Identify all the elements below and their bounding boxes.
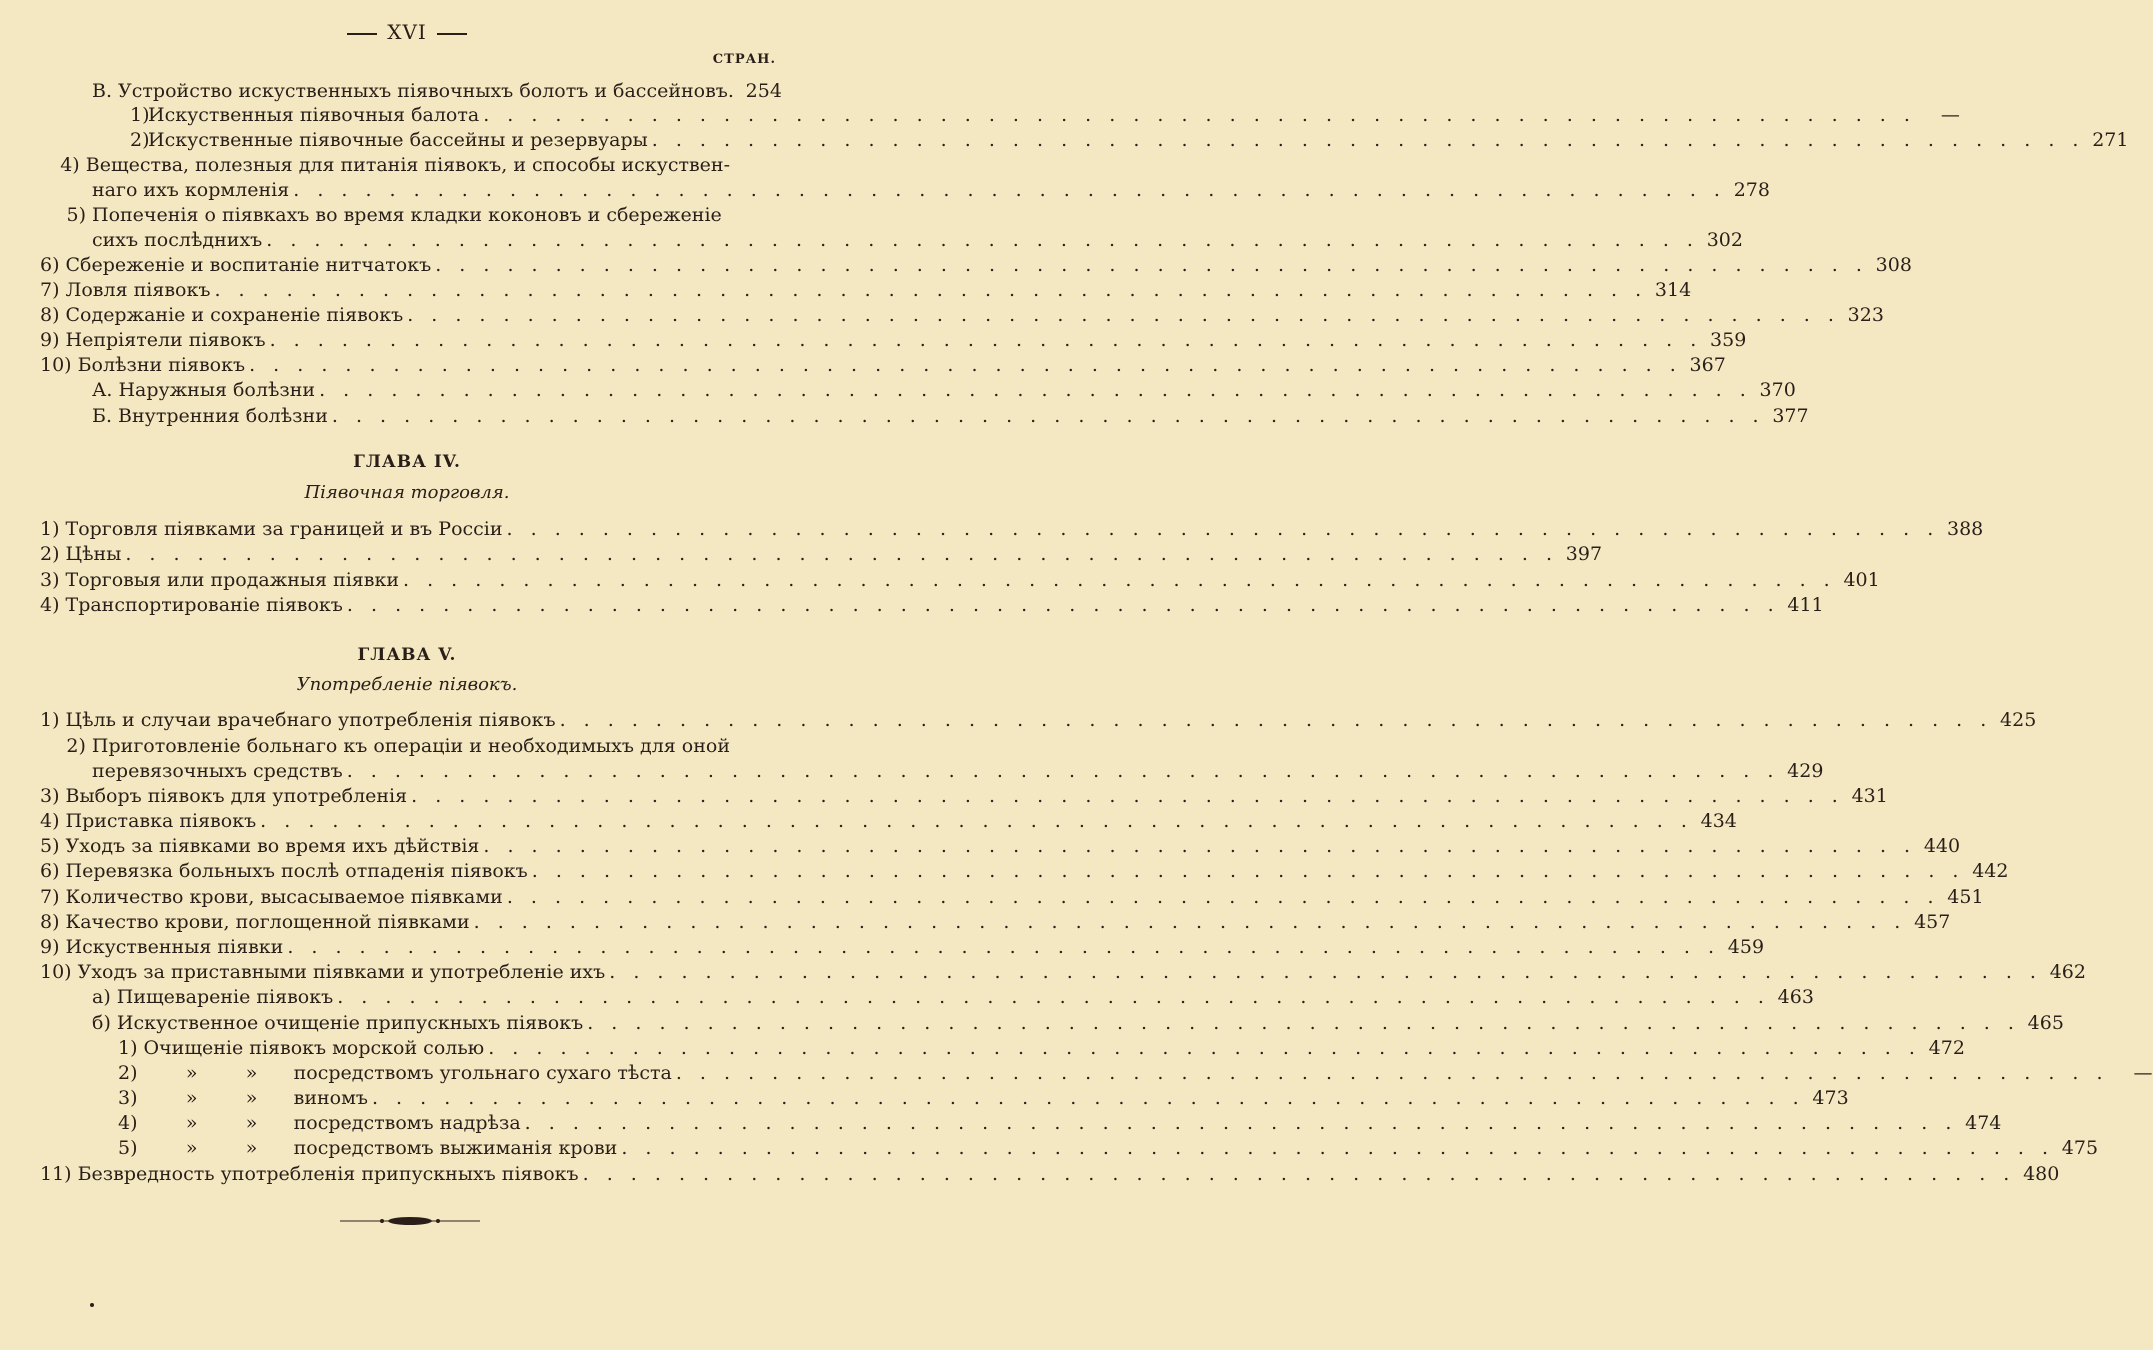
toc-entry-title: б) Искуственное очищеніе припускныхъ піявокъ — [92, 1012, 584, 1034]
toc-entry — [40, 516, 1984, 542]
toc-entry-page: 302 — [1706, 229, 1743, 251]
toc-entry-title: Ловля піявокъ — [65, 279, 211, 301]
toc-entry-title: Торговыя или продажныя піявки — [65, 569, 400, 591]
toc-entry-page: — — [1940, 104, 1960, 126]
toc-entry-title: перевязочныхъ средствъ — [92, 760, 343, 782]
toc-entry-title: Искуственныя піявки — [65, 936, 284, 958]
toc-entry-number: 6) — [40, 254, 60, 276]
toc-entry-page: 451 — [1947, 886, 1984, 908]
toc-entry — [118, 1085, 1849, 1111]
dot-leader: . . . . . . . . . . . . . . . . . . . . . . . . . . . . . . . . . . . . . . . . . . . . . . . . . . . . . . . . . . . . — [483, 104, 1916, 126]
toc-entry-title: Искуственные піявочные бассейны и резервуары — [148, 129, 648, 151]
toc-entry-title: А. Наружныя болѣзни — [92, 379, 316, 401]
toc-entry-number: 7) — [40, 886, 60, 908]
toc-entry-page: 474 — [1965, 1112, 2002, 1134]
toc-entry-page: 425 — [2000, 709, 2037, 731]
paper-speck — [90, 1303, 94, 1307]
toc-entry-title: наго ихъ кормленія — [92, 179, 290, 201]
toc-entry-title: Торговля піявками за границей и въ Россіи — [65, 518, 503, 540]
dot-leader: . . . . . . . . . . . . . . . . . . . . . . . . . . . . . . . . . . . . . . . . . . . . . . . . . . . . . . . . . . . . — [293, 179, 1726, 201]
dot-leader: . . . . . . . . . . . . . . . . . . . . . . . . . . . . . . . . . . . . . . . . . . . . . . . . . . . . . . . . . . . . — [559, 709, 1993, 731]
toc-entry — [40, 733, 778, 759]
toc-entry-title: Количество крови, высасываемое піявками — [65, 886, 503, 908]
toc-entry-title: Выборъ піявокъ для употребленія — [65, 785, 408, 807]
toc-entry-number: 8) — [40, 304, 60, 326]
toc-entry-number: 2) — [40, 543, 60, 565]
toc-entry-number: 2) — [130, 129, 150, 151]
toc-entry-title: Цѣль и случаи врачебнаго употребленія піявокъ — [65, 709, 556, 731]
toc-entry-number: 10) — [40, 961, 72, 983]
dot-leader: . . . . . . . . . . . . . . . . . . . . . . . . . . . . . . . . . . . . . . . . . . . . . . . . . . . . . . . . . . . . — [483, 835, 1917, 857]
toc-entry-page: 429 — [1787, 760, 1824, 782]
dot-leader: . . . . . . . . . . . . . . . . . . . . . . . . . . . . . . . . . . . . . . . . . . . . . . . . . . . . . . . . . . . . — [346, 760, 1780, 782]
toc-entry-title: Уходъ за приставными піявками и употребленіе ихъ — [77, 961, 606, 983]
toc-entry-number: 1) — [40, 518, 60, 540]
dot-leader: . . . . . . . . . . . . . . . . . . . . . . . . . . . . . . . . . . . . . . . . . . . . . . . . . . . . . . . . . . . . — [407, 304, 1840, 326]
chapter-5-title: ГЛАВА V. — [357, 645, 457, 665]
toc-entry-page: 388 — [1946, 518, 1984, 540]
toc-entry-page: 472 — [1928, 1037, 1965, 1059]
dot-leader: . . . . . . . . . . . . . . . . . . . . . . . . . . . . . . . . . . . . . . . . . . . . . . . . . . . . . . . . . . . . — [337, 986, 1770, 1008]
dot-leader: . . . . . . . . . . . . . . . . . . . . . . . . . . . . . . . . . . . . . . . . . . . . . . . . . . . . . . . . . . . . — [214, 279, 1648, 301]
toc-entry — [130, 102, 1960, 128]
toc-entry-title: 3) » » виномъ — [118, 1087, 368, 1109]
toc-entry — [40, 934, 1765, 960]
toc-entry-title: Безвредность употребленія припускныхъ піявокъ — [77, 1163, 579, 1185]
toc-entry-title: 2) » » посредствомъ угольнаго сухаго тѣста — [118, 1062, 672, 1084]
toc-entry-title: Цѣны — [65, 543, 122, 565]
toc-entry-number: 1) — [40, 709, 60, 731]
toc-entry-title: Искуственныя піявочныя балота — [148, 104, 480, 126]
dot-leader: . . . . . . . . . . . . . . . . . . . . . . . . . . . . . . . . . . . . . . . . . . . . . . . . . . . . . . . . . . . . — [260, 810, 1693, 832]
toc-entry — [40, 707, 2037, 733]
dot-leader: . . . . . . . . . . . . . . . . . . . . . . . . . . . . . . . . . . . . . . . . . . . . . . . . . . . . . . . . . . . . — [331, 405, 1765, 427]
toc-entry-title: Качество крови, поглощенной піявками — [65, 911, 470, 933]
dot-leader: . . . . . . . . . . . . . . . . . . . . . . . . . . . . . . . . . . . . . . . . . . . . . . . . . . . . . . . . . . . . — [675, 1062, 2109, 1084]
toc-entry-page: 411 — [1787, 594, 1824, 616]
toc-entry — [92, 984, 1814, 1010]
toc-entry-title: сихъ послѣднихъ — [92, 229, 263, 251]
toc-entry-title: Попеченія о піявкахъ во время кладки коконовъ и сбереженіе — [92, 204, 722, 226]
toc-entry-title: Перевязка больныхъ послѣ отпаденія піявокъ — [65, 860, 528, 882]
toc-entry-title: 4) » » посредствомъ надрѣза — [118, 1112, 521, 1134]
toc-entry-number: 5) — [40, 835, 60, 857]
page-number-roman: XVI — [387, 20, 427, 44]
toc-entry — [92, 1010, 2064, 1036]
toc-entry-page: 459 — [1727, 936, 1765, 958]
dot-leader: . . . . . . . . . . . . . . . . . . . . . . . . . . . . . . . . . . . . . . . . . . . . . . . . . . . . . . . . . . . . — [371, 1087, 1805, 1109]
toc-entry — [92, 403, 1809, 429]
toc-entry-number: 4) — [60, 154, 80, 176]
toc-entry-page: 431 — [1851, 785, 1888, 807]
page-column-header: СТРАН. — [712, 52, 776, 67]
toc-entry-page: 442 — [1972, 860, 2009, 882]
dot-leader: . . . . . . . . . . . . . . . . . . . . . . . . . . . . . . . . . . . . . . . . . . . . . . . . . . . . . . . . . . . . — [582, 1163, 2016, 1185]
toc-entry-number: 3) — [40, 785, 60, 807]
toc-entry — [40, 152, 778, 178]
toc-entry-title: Уходъ за піявками во время ихъ дѣйствія — [65, 835, 480, 857]
ornament-divider — [340, 1215, 480, 1227]
toc-entry — [118, 1135, 2099, 1161]
toc-entry — [118, 1060, 2153, 1086]
toc-entry-title: Транспортированіе піявокъ — [65, 594, 343, 616]
toc-entry-number: 9) — [40, 936, 60, 958]
toc-entry-title: В. Устройство искуственныхъ піявочныхъ болотъ и бассейновъ. — [92, 80, 734, 102]
dot-leader: . . . . . . . . . . . . . . . . . . . . . . . . . . . . . . . . . . . . . . . . . . . . . . . . . . . . . . . . . . . . — [269, 329, 1703, 351]
chapter-4-subtitle: Піявочная торговля. — [304, 482, 510, 503]
dot-leader: . . . . . . . . . . . . . . . . . . . . . . . . . . . . . . . . . . . . . . . . . . . . . . . . . . . . . . . . . . . . — [287, 936, 1721, 958]
dot-leader: . . . . . . . . . . . . . . . . . . . . . . . . . . . . . . . . . . . . . . . . . . . . . . . . . . . . . . . . . . . . — [506, 886, 1940, 908]
dot-leader: . . . . . . . . . . . . . . . . . . . . . . . . . . . . . . . . . . . . . . . . . . . . . . . . . . . . . . . . . . . . — [435, 254, 1868, 276]
toc-entry — [92, 78, 782, 104]
dot-leader: . . . . . . . . . . . . . . . . . . . . . . . . . . . . . . . . . . . . . . . . . . . . . . . . . . . . . . . . . . . . — [488, 1037, 1921, 1059]
toc-entry-page: 463 — [1777, 986, 1814, 1008]
toc-entry-page: 308 — [1875, 254, 1912, 276]
toc-entry-page: 377 — [1772, 405, 1809, 427]
toc-entry-page: — — [2133, 1062, 2153, 1084]
toc-entry-page: 401 — [1843, 569, 1880, 591]
toc-entry-page: 462 — [2049, 961, 2086, 983]
toc-entry-page: 323 — [1847, 304, 1884, 326]
toc-entry — [40, 808, 1737, 834]
toc-entry — [40, 1161, 2060, 1187]
toc-entry-page: 278 — [1733, 179, 1770, 201]
toc-entry-page: 475 — [2061, 1137, 2099, 1159]
toc-entry — [130, 127, 2129, 153]
dot-leader: . . . . . . . . . . . . . . . . . . . . . . . . . . . . . . . . . . . . . . . . . . . . . . . . . . . . . . . . . . . . — [403, 569, 1836, 591]
toc-entry — [40, 327, 1747, 353]
toc-entry — [92, 377, 1796, 403]
dot-leader: . . . . . . . . . . . . . . . . . . . . . . . . . . . . . . . . . . . . . . . . . . . . . . . . . . . . . . . . . . . . — [531, 860, 1965, 882]
toc-entry-page: 434 — [1700, 810, 1737, 832]
toc-entry-number: 4) — [40, 810, 60, 832]
toc-entry — [118, 1110, 2002, 1136]
toc-entry-title: Сбереженіе и воспитаніе нитчатокъ — [65, 254, 432, 276]
toc-entry — [40, 858, 2009, 884]
toc-entry-title: Приготовленіе больнаго къ операціи и необходимыхъ для оной — [91, 735, 730, 757]
chapter-4-title: ГЛАВА IV. — [353, 452, 461, 472]
dot-leader: . . . . . . . . . . . . . . . . . . . . . . . . . . . . . . . . . . . . . . . . . . . . . . . . . . . . . . . . . . . . — [621, 1137, 2055, 1159]
toc-entry — [40, 567, 1880, 593]
toc-entry-page: 367 — [1689, 354, 1726, 376]
toc-entry-page: 359 — [1710, 329, 1747, 351]
toc-entry — [92, 177, 1770, 203]
dot-leader: . . . . . . . . . . . . . . . . . . . . . . . . . . . . . . . . . . . . . . . . . . . . . . . . . . . . . . . . . . . . — [473, 911, 1907, 933]
toc-entry-page: 457 — [1914, 911, 1951, 933]
dot-leader: . . . . . . . . . . . . . . . . . . . . . . . . . . . . . . . . . . . . . . . . . . . . . . . . . . . . . . . . . . . . — [319, 379, 1752, 401]
toc-entry-title: Непріятели піявокъ — [65, 329, 266, 351]
toc-entry-number: 1) — [130, 104, 150, 126]
page-header — [0, 20, 814, 44]
dot-leader: . . . . . . . . . . . . . . . . . . . . . . . . . . . . . . . . . . . . . . . . . . . . . . . . . . . . . . . . . . . . — [125, 543, 1559, 565]
toc-entry-page: 314 — [1654, 279, 1692, 301]
dot-leader: . . . . . . . . . . . . . . . . . . . . . . . . . . . . . . . . . . . . . . . . . . . . . . . . . . . . . . . . . . . . — [587, 1012, 2020, 1034]
toc-entry — [92, 227, 1743, 253]
toc-entry-title: 1) Очищеніе піявокъ морской солью — [118, 1037, 485, 1059]
toc-entry-number: 11) — [40, 1163, 72, 1185]
toc-entry-title: 5) » » посредствомъ выжиманія крови — [118, 1137, 618, 1159]
toc-entry-page: 370 — [1759, 379, 1796, 401]
toc-entry — [40, 202, 778, 228]
toc-entry — [40, 783, 1888, 809]
toc-entry — [40, 352, 1726, 378]
toc-entry-page: 254 — [745, 80, 782, 102]
toc-entry-number: 3) — [40, 569, 60, 591]
toc-entry-number: 6) — [40, 860, 60, 882]
toc-entry — [40, 277, 1692, 303]
toc-entry — [40, 541, 1603, 567]
toc-entry-number: 8) — [40, 911, 60, 933]
toc-entry-number: 5) — [66, 204, 86, 226]
header-dash-left — [347, 33, 377, 35]
toc-entry-page: 397 — [1565, 543, 1603, 565]
toc-entry-page: 440 — [1923, 835, 1961, 857]
dot-leader: . . . . . . . . . . . . . . . . . . . . . . . . . . . . . . . . . . . . . . . . . . . . . . . . . . . . . . . . . . . . — [249, 354, 1682, 376]
toc-entry-number: 2) — [66, 735, 86, 757]
dot-leader: . . . . . . . . . . . . . . . . . . . . . . . . . . . . . . . . . . . . . . . . . . . . . . . . . . . . . . . . . . . . — [609, 961, 2042, 983]
toc-entry-number: 10) — [40, 354, 72, 376]
chapter-5-subtitle: Употребленіе піявокъ. — [296, 674, 518, 695]
toc-entry-page: 465 — [2027, 1012, 2064, 1034]
toc-entry-number: 4) — [40, 594, 60, 616]
toc-entry — [118, 1035, 1965, 1061]
toc-entry — [40, 592, 1824, 618]
toc-entry-page: 480 — [2023, 1163, 2060, 1185]
toc-entry-page: 473 — [1812, 1087, 1849, 1109]
toc-entry — [40, 909, 1951, 935]
toc-entry-number: 9) — [40, 329, 60, 351]
toc-entry-title: Содержаніе и сохраненіе піявокъ — [65, 304, 404, 326]
toc-entry — [40, 884, 1984, 910]
dot-leader: . . . . . . . . . . . . . . . . . . . . . . . . . . . . . . . . . . . . . . . . . . . . . . . . . . . . . . . . . . . . — [266, 229, 1699, 251]
toc-entry-page: 271 — [2092, 129, 2129, 151]
toc-entry — [40, 959, 2086, 985]
dot-leader: . . . . . . . . . . . . . . . . . . . . . . . . . . . . . . . . . . . . . . . . . . . . . . . . . . . . . . . . . . . . — [346, 594, 1780, 616]
toc-entry — [40, 302, 1884, 328]
toc-entry-title: а) Пищевареніе піявокъ — [92, 986, 334, 1008]
header-dash-right — [437, 33, 467, 35]
toc-entry — [92, 758, 1824, 784]
toc-entry-title: Болѣзни піявокъ — [77, 354, 246, 376]
toc-entry — [40, 252, 1912, 278]
dot-leader: . . . . . . . . . . . . . . . . . . . . . . . . . . . . . . . . . . . . . . . . . . . . . . . . . . . . . . . . . . . . — [411, 785, 1844, 807]
dot-leader: . . . . . . . . . . . . . . . . . . . . . . . . . . . . . . . . . . . . . . . . . . . . . . . . . . . . . . . . . . . . — [506, 518, 1940, 540]
toc-entry — [40, 833, 1961, 859]
toc-entry-number: 7) — [40, 279, 60, 301]
toc-entry-title: Б. Внутренния болѣзни — [92, 405, 328, 427]
toc-entry-title: Приставка піявокъ — [65, 810, 257, 832]
dot-leader: . . . . . . . . . . . . . . . . . . . . . . . . . . . . . . . . . . . . . . . . . . . . . . . . . . . . . . . . . . . . — [651, 129, 2085, 151]
toc-entry-title: Вещества, полезныя для питанія піявокъ, и способы искуствен- — [85, 154, 730, 176]
dot-leader: . . . . . . . . . . . . . . . . . . . . . . . . . . . . . . . . . . . . . . . . . . . . . . . . . . . . . . . . . . . . — [524, 1112, 1958, 1134]
